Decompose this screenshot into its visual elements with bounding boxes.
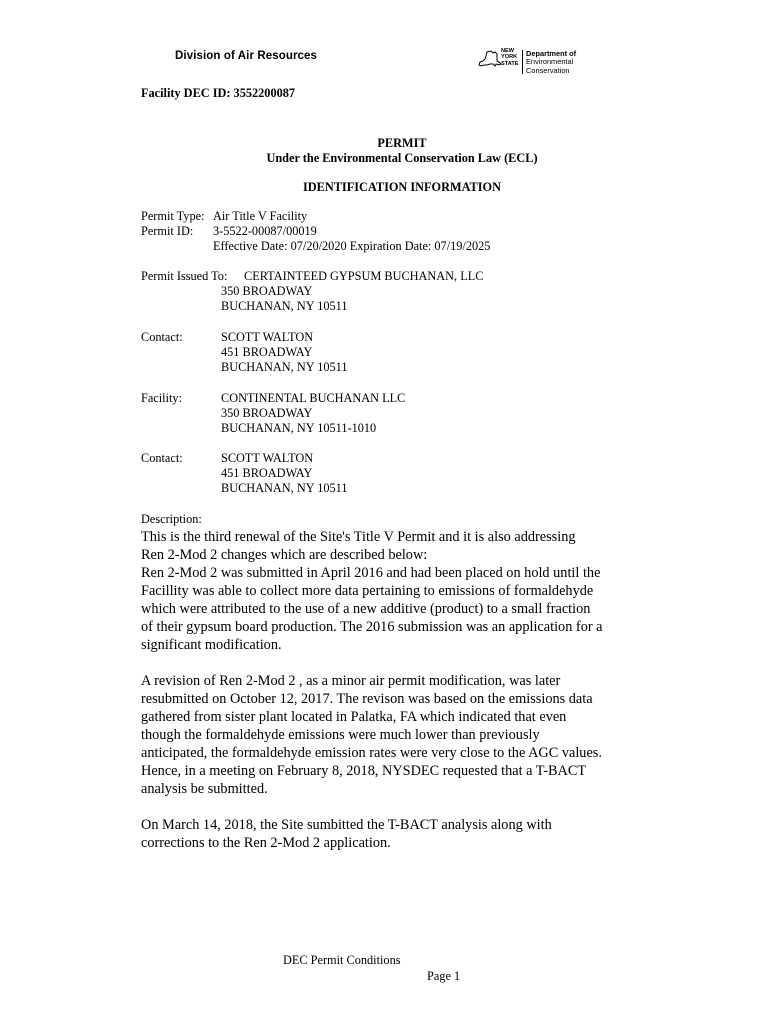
description-line: anticipated, the formaldehyde emission rates were very close to the AGC values. — [141, 745, 602, 761]
description-paragraph — [141, 528, 641, 654]
facility-label: Facility: — [141, 391, 182, 405]
issued-to-line: BUCHANAN, NY 10511 — [221, 299, 348, 313]
logo-state-text: NEW YORK STATE — [501, 48, 519, 67]
new-york-state-map-icon — [478, 50, 502, 72]
permit-heading: PERMIT — [377, 136, 427, 150]
footer-conditions: DEC Permit Conditions — [283, 953, 401, 967]
contact-line: 451 BROADWAY — [221, 345, 313, 359]
contact-line: SCOTT WALTON — [221, 451, 314, 465]
description-line: Ren 2-Mod 2 changes which are described below: — [141, 547, 428, 563]
issued-to-label: Permit Issued To: — [141, 269, 228, 283]
permit-type-label: Permit Type: — [141, 209, 205, 223]
description-line: Facillity was able to collect more data pertaining to emissions of formaldehyde — [141, 583, 594, 599]
facility-line: CONTINENTAL BUCHANAN LLC — [221, 391, 406, 405]
description-line: Ren 2-Mod 2 was submitted in April 2016 and had been placed on hold until the — [141, 565, 601, 581]
facility-line: 350 BROADWAY — [221, 406, 313, 420]
description-line: analysis be submitted. — [141, 781, 268, 797]
logo-department-text: Department of Environmental Conservation — [526, 49, 577, 75]
description-line: On March 14, 2018, the Site sumbitted the T-BACT analysis along with — [141, 817, 552, 833]
description-line: which were attributed to the use of a new additive (product) to a small fraction — [141, 601, 591, 617]
description-paragraph — [141, 816, 641, 852]
description-line: A revision of Ren 2-Mod 2 , as a minor air permit modification, was later — [141, 673, 561, 689]
description-label: Description: — [141, 512, 202, 526]
logo-divider — [522, 50, 523, 74]
description-line: Hence, in a meeting on February 8, 2018, NYSDEC requested that a T-BACT — [141, 763, 587, 779]
issued-to-line: CERTAINTEED GYPSUM BUCHANAN, LLC — [244, 269, 484, 283]
description-line: gathered from sister plant located in Palatka, FA which indicated that even — [141, 709, 567, 725]
page-number: Page 1 — [427, 969, 461, 983]
facility-dec-id: Facility DEC ID: 3552200087 — [141, 86, 296, 100]
facility-line: BUCHANAN, NY 10511-1010 — [221, 421, 377, 435]
contact-line: BUCHANAN, NY 10511 — [221, 360, 348, 374]
description-line: though the formaldehyde emissions were much lower than previously — [141, 727, 540, 743]
nys-dec-logo — [478, 48, 578, 76]
contact-line: SCOTT WALTON — [221, 330, 314, 344]
permit-type-value: Air Title V Facility — [213, 209, 308, 223]
law-heading: Under the Environmental Conservation Law (ECL) — [266, 151, 538, 165]
description-line: corrections to the Ren 2-Mod 2 application. — [141, 835, 391, 851]
division-title: Division of Air Resources — [175, 50, 318, 62]
permit-id-label: Permit ID: — [141, 224, 194, 238]
contact-label: Contact: — [141, 330, 183, 344]
description-line: This is the third renewal of the Site's Title V Permit and it is also addressing — [141, 529, 576, 545]
description-line: of their gypsum board production. The 2016 submission was an application for a — [141, 619, 603, 635]
permit-dates: Effective Date: 07/20/2020 Expiration Date: 07/19/2025 — [213, 239, 491, 253]
contact-line: 451 BROADWAY — [221, 466, 313, 480]
contact-label: Contact: — [141, 451, 183, 465]
description-body — [141, 528, 641, 870]
description-line: significant modification. — [141, 637, 282, 653]
contact-line: BUCHANAN, NY 10511 — [221, 481, 348, 495]
description-line: resubmitted on October 12, 2017. The revison was based on the emissions data — [141, 691, 593, 707]
description-paragraph — [141, 672, 641, 798]
issued-to-line: 350 BROADWAY — [221, 284, 313, 298]
identification-heading: IDENTIFICATION INFORMATION — [302, 180, 502, 194]
permit-id-value: 3-5522-00087/00019 — [213, 224, 317, 238]
